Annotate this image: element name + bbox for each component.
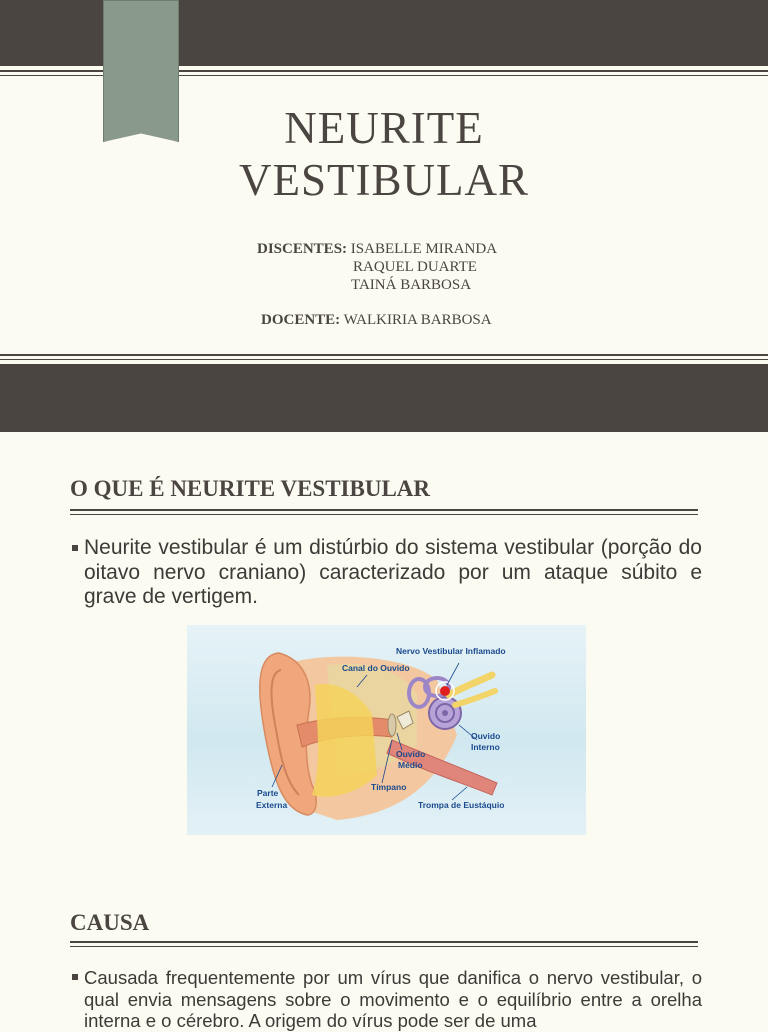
causa-rule-thin bbox=[70, 946, 698, 947]
label-canal-ouvido: Canal do Ouvido bbox=[342, 663, 410, 673]
bottom-band bbox=[0, 364, 768, 432]
ear-anatomy-illustration bbox=[187, 625, 586, 835]
discente-2: RAQUEL DUARTE bbox=[353, 259, 477, 275]
bullet-causa bbox=[72, 967, 702, 1032]
title-slide bbox=[0, 0, 768, 432]
heading-rule-thick bbox=[70, 509, 698, 511]
label-parte-externa-1: Parte bbox=[257, 788, 279, 798]
bottom-rule-thick bbox=[0, 354, 768, 356]
section-heading-causa: CAUSA bbox=[70, 910, 150, 935]
label-nervo-vestibular: Nervo Vestibular Inflamado bbox=[396, 646, 506, 656]
bullet-definition bbox=[72, 536, 702, 610]
discente-1: ISABELLE MIRANDA bbox=[350, 241, 498, 257]
ear-anatomy-figure bbox=[187, 625, 586, 835]
heading-rule-thin bbox=[70, 514, 698, 515]
bullet-text: Neurite vestibular é um distúrbio do sistema vestibular (porção do oitavo nervo craniano) caracterizado por um ataque súbito e grave de vertigem. bbox=[84, 536, 702, 608]
bullet-square-icon bbox=[72, 545, 78, 551]
causa-rule-thick bbox=[70, 941, 698, 943]
slide-title-line1: NEURITE bbox=[284, 103, 484, 153]
label-ouvido-interno-2: Interno bbox=[471, 742, 500, 752]
docente-label: DOCENTE: bbox=[261, 312, 341, 328]
discente-3: TAINÁ BARBOSA bbox=[351, 277, 472, 293]
discentes-label: DISCENTES: bbox=[257, 241, 348, 257]
label-timpano: Tímpano bbox=[371, 782, 407, 792]
label-ouvido-medio-1: Ouvido bbox=[396, 749, 426, 759]
bullet-causa-text: Causada frequentemente por um vírus que danifica o nervo vestibular, o qual envia mensagens sobre o movimento e o equilíbrio entre a orelha interna e o cérebro. A origem do vírus pode ser de uma bbox=[84, 967, 702, 1031]
label-ouvido-interno-1: Ouvido bbox=[471, 731, 501, 741]
slide-title-line2: VESTIBULAR bbox=[239, 155, 529, 205]
docente-name: WALKIRIA BARBOSA bbox=[343, 312, 492, 328]
label-parte-externa-2: Externa bbox=[256, 800, 288, 810]
bottom-rule-thin bbox=[0, 359, 768, 360]
label-trompa-eustaquio: Trompa de Eustáquio bbox=[418, 800, 505, 810]
section-heading-what-is: O QUE É NEURITE VESTIBULAR bbox=[70, 476, 431, 501]
label-ouvido-medio-2: Médio bbox=[398, 760, 423, 770]
bullet-square-icon bbox=[72, 974, 78, 980]
